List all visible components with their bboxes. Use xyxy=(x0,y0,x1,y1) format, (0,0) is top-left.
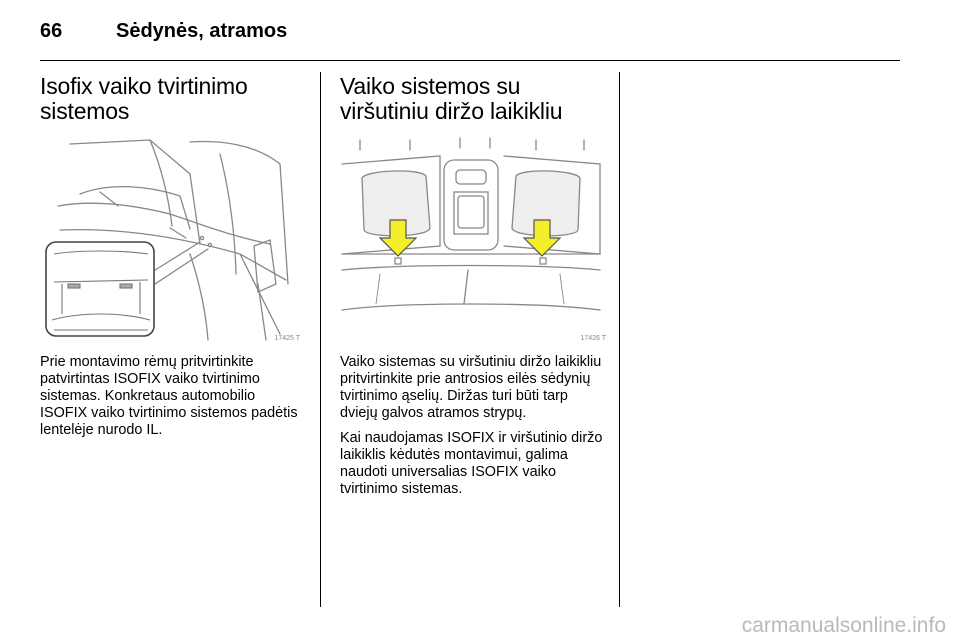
page-number: 66 xyxy=(40,20,63,42)
isofix-heading: Isofix vaiko tvirtinimo sistemos xyxy=(40,73,248,124)
top-tether-paragraph-1: Vaiko sistemas su viršutiniu diržo laikikliu pritvirtinkite prie antrosios eilės sėdynių tvirtinimo ąselių. Diržas turi būti tarp dviejų galvos atramos strypų. xyxy=(340,354,602,421)
figure-code: 17425 T xyxy=(274,335,300,342)
column-divider-left xyxy=(320,72,321,607)
header-rule xyxy=(40,60,900,61)
top-tether-figure xyxy=(340,134,608,342)
watermark: carmanualsonline.info xyxy=(741,614,946,637)
isofix-inset xyxy=(46,242,154,336)
column-divider-right xyxy=(619,72,620,607)
figure-code: 17426 T xyxy=(580,335,606,342)
isofix-paragraph: Prie montavimo rėmų pritvirtinkite patvirtintas ISOFIX vaiko tvirtinimo sistemas. Konkretaus automobilio ISOFIX vaiko tvirtinimo sistemos padėtis lentelėje nurodo IL. xyxy=(40,354,298,438)
isofix-section xyxy=(40,74,302,439)
top-tether-paragraph-2: Kai naudojamas ISOFIX ir viršutinio diržo laikiklis kėdutės montavimui, galima naudoti universalias ISOFIX vaiko tvirtinimo sistemas. xyxy=(340,430,603,497)
isofix-figure xyxy=(40,134,302,342)
isofix-seat-illustration xyxy=(40,134,302,342)
rear-seat-illustration xyxy=(340,134,602,342)
top-tether-section xyxy=(340,74,608,498)
running-title: Sėdynės, atramos xyxy=(116,20,288,42)
top-tether-heading: Vaiko sistemos su viršutiniu diržo laikikliu xyxy=(340,73,563,124)
